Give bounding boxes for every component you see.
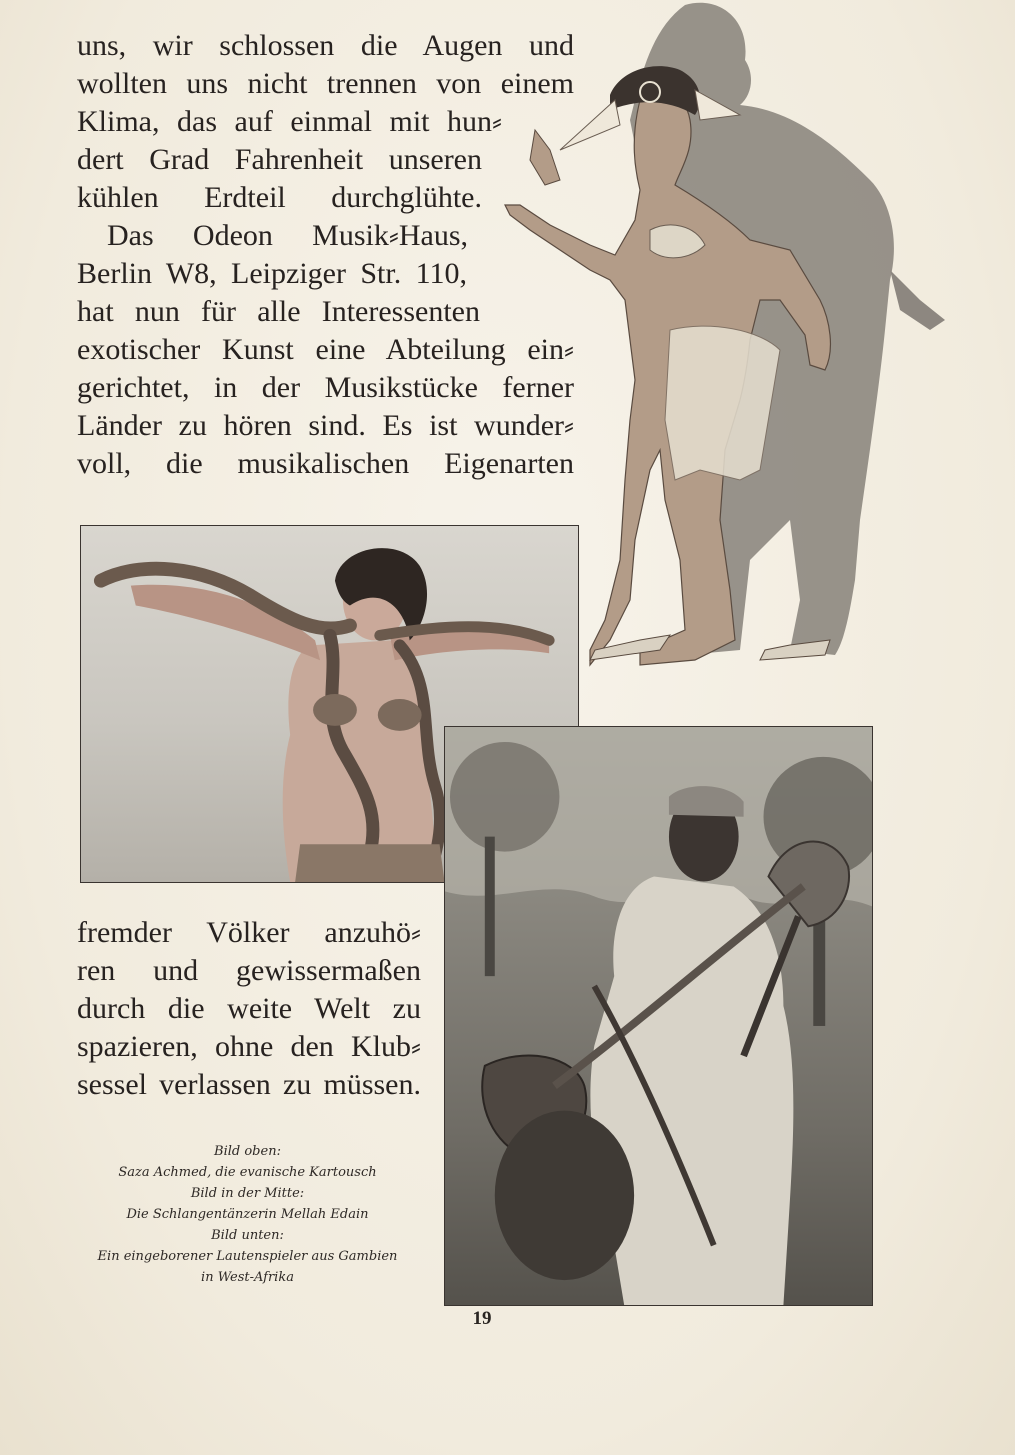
page-number: 19 — [472, 1308, 492, 1329]
text-line: Das Odeon Musik⸗Haus, — [107, 219, 468, 252]
photo-captions — [70, 1141, 425, 1288]
text-line: kühlen Erdteil durchglühte. — [77, 181, 482, 214]
caption-line: Ein eingeborener Lautenspieler aus Gambien — [97, 1249, 398, 1264]
text-line: Klima, das auf einmal mit hun⸗ — [77, 105, 502, 138]
lute-player-photo — [444, 726, 873, 1306]
text-line: uns, wir schlossen die Augen und — [77, 29, 574, 62]
text-line: gerichtet, in der Musikstücke ferner — [77, 371, 574, 404]
text-line: hat nun für alle Interessenten — [77, 295, 480, 328]
text-line: durch die weite Welt zu — [77, 992, 421, 1025]
caption-line: Saza Achmed, die evanische Kartousch — [118, 1165, 377, 1180]
lute-player-illustration — [445, 727, 872, 1305]
body-text-bottom — [77, 914, 421, 1104]
text-line: spazieren, ohne den Klub⸗ — [77, 1030, 421, 1063]
text-line: voll, die musikalischen Eigenarten — [77, 447, 574, 480]
text-line: exotischer Kunst eine Abteilung ein⸗ — [77, 333, 574, 366]
caption-line: Bild oben: — [214, 1144, 281, 1159]
text-line: fremder Völker anzuhö⸗ — [77, 916, 421, 949]
text-line: sessel verlassen zu müssen. — [77, 1068, 421, 1101]
text-line: ren und gewissermaßen — [77, 954, 421, 987]
text-line: wollten uns nicht trennen von einem — [77, 67, 574, 100]
text-line: Länder zu hören sind. Es ist wunder⸗ — [77, 409, 574, 442]
text-line: dert Grad Fahrenheit unseren — [77, 143, 482, 176]
caption-line: in West-Afrika — [201, 1270, 294, 1285]
caption-line: Bild unten: — [211, 1228, 284, 1243]
text-line: Berlin W8, Leipziger Str. 110, — [77, 257, 467, 290]
caption-line: Die Schlangentänzerin Mellah Edain — [126, 1207, 369, 1222]
caption-line: Bild in der Mitte: — [190, 1186, 305, 1201]
